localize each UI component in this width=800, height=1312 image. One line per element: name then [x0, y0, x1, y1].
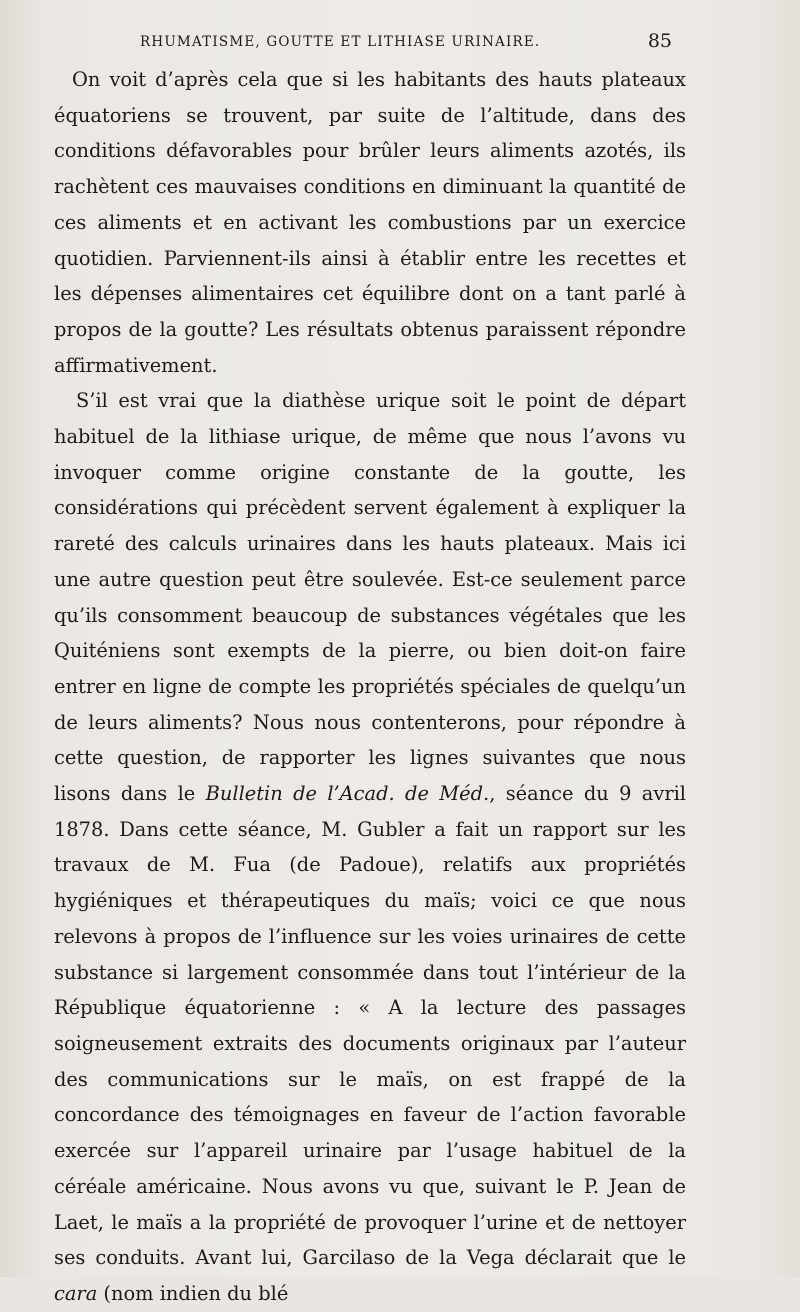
paragraph-altitude-combustion: [54, 62, 686, 383]
running-title: RHUMATISME, GOUTTE ET LITHIASE URINAIRE.: [140, 34, 541, 50]
paragraph-text: On voit d’après cela que si les habitants des hauts plateaux équatoriens se trouvent, par suite de l’altitude, dans des conditions défavorables pour brûler leurs aliments azotés, ils rachètent ces mauvaises conditions en diminuant la quantité de ces aliments et en activant les combustions par un exercice quotidien. Parviennent-ils ainsi à établir entre les recettes et les dépenses alimentaires cet équilibre dont on a tant parlé à propos de la goutte? Les résultats obtenus paraissent répondre affirmativement.: [54, 68, 686, 377]
page-header: [60, 30, 672, 54]
paragraph-text-after: (nom indien du blé: [97, 1281, 289, 1305]
indian-term: cara: [54, 1281, 98, 1305]
journal-title: Bulletin de l’Acad. de Méd.: [205, 782, 490, 806]
paragraph-text-middle: , séance du 9 avril 1878. Dans cette séance, M. Gubler a fait un rapport sur les travaux de M. Fua (de Padoue), relatifs aux propriétés hygiéniques et thérapeutiques du maïs; voici ce que nous relevons à propos de l’influence sur les voies urinaires de cette substance si largement consommée dans tout l’intérieur de la République équatorienne : « A la lecture des passages soigneusement extraits des documents originaux par l’auteur des communications sur le maïs, on est frappé de la concordance des témoignages en faveur de l’action favorable exercée sur l’appareil urinaire par l’usage habituel de la céréale américaine. Nous avons vu que, suivant le P. Jean de Laet, le maïs a la propriété de provoquer l’urine et de nettoyer ses conduits. Avant lui, Garcilaso de la Vega déclarait que le: [54, 782, 686, 1270]
paragraph-text-before: S’il est vrai que la diathèse urique soit le point de départ habituel de la lithiase urique, de même que nous l’avons vu invoquer comme origine constante de la goutte, les considérations qui précèdent servent également à expliquer la rareté des calculs urinaires dans les hauts plateaux. Mais ici une autre question peut être soulevée. Est-ce seulement parce qu’ils consomment beaucoup de substances végétales que les Quiténiens sont exempts de la pierre, ou bien doit-on faire entrer en ligne de compte les propriétés spéciales de quelqu’un de leurs aliments? Nous nous contenterons, pour répondre à cette question, de rapporter les lignes suivantes que nous lisons dans le: [54, 389, 686, 806]
page-number: 85: [647, 30, 672, 52]
body-text: [54, 62, 686, 1312]
paragraph-lithiase-mais: [54, 383, 686, 1311]
